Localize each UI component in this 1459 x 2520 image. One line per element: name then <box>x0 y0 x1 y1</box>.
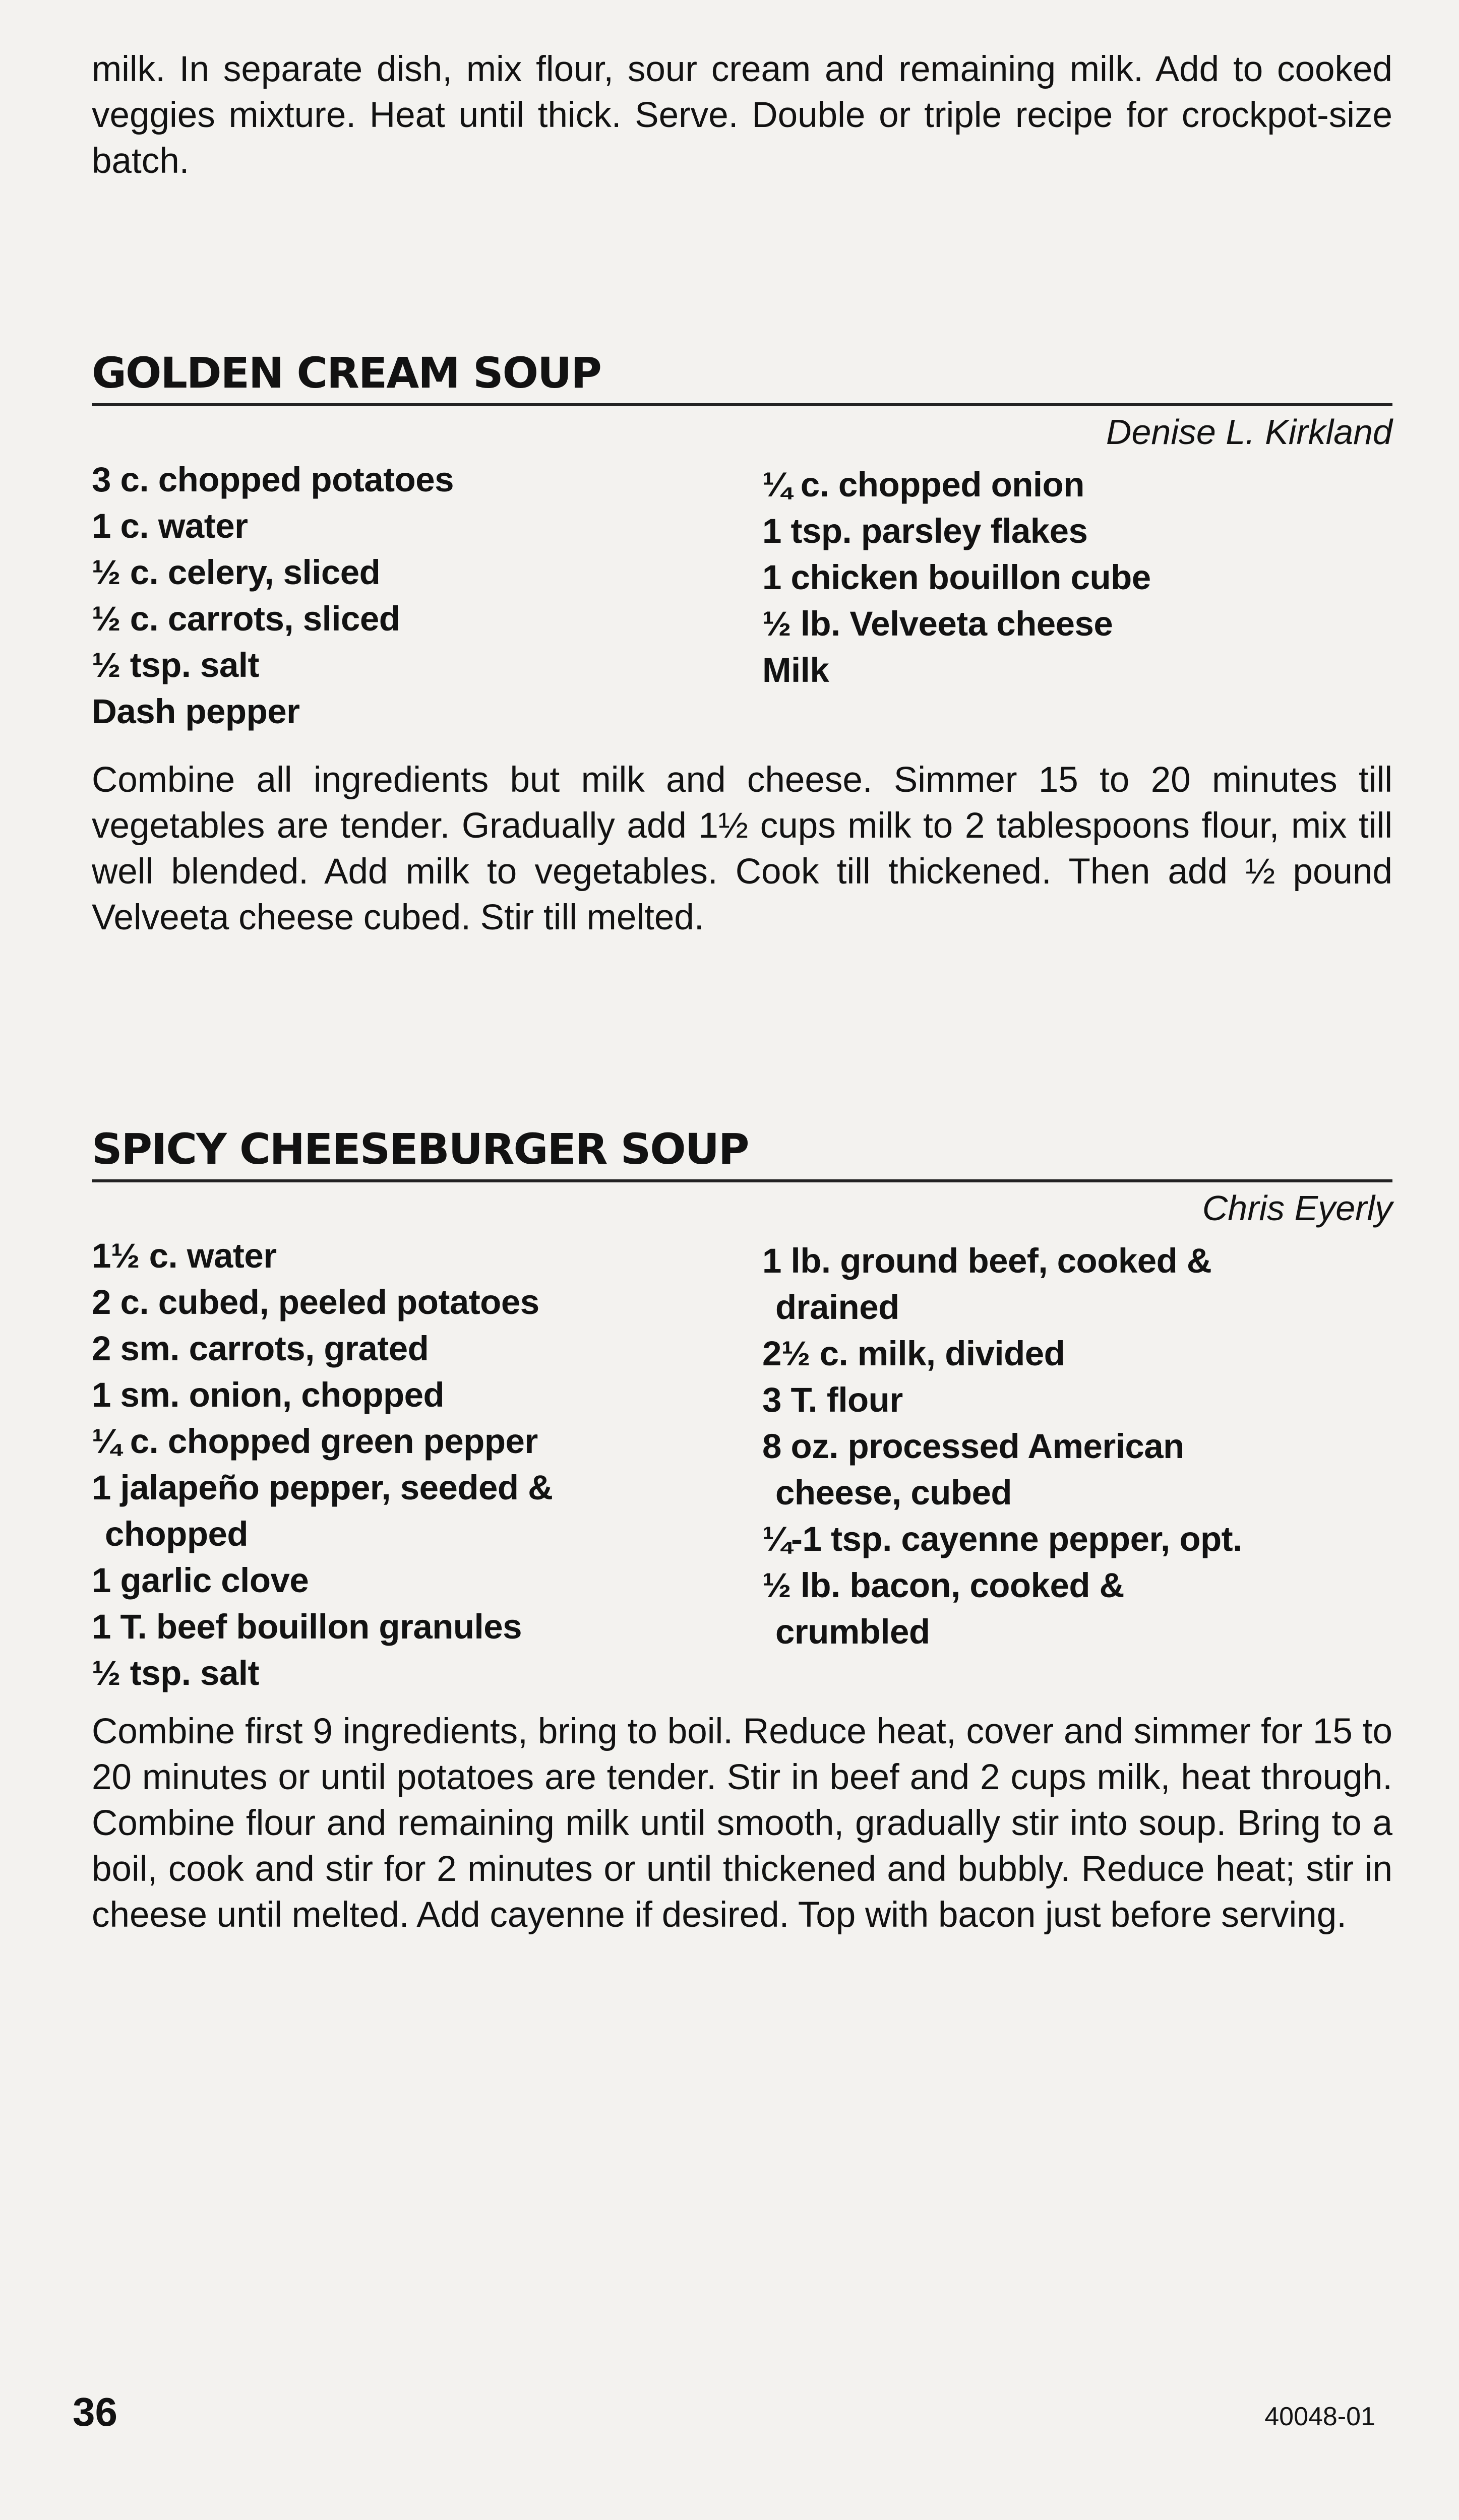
ingredients-list <box>92 457 1392 735</box>
ingredient-continuation: chopped <box>105 1515 248 1553</box>
recipe-author: Denise L. Kirkland <box>1106 412 1392 452</box>
intro-section <box>92 46 1392 184</box>
ingredient: Dash pepper <box>92 692 300 731</box>
ingredient: 1 lb. ground beef, cooked & <box>762 1241 1212 1280</box>
recipe-title: SPICY CHEESEBURGER SOUP <box>92 1124 1392 1182</box>
recipe-spicy-cheeseburger-soup <box>92 1124 1392 1938</box>
recipe-directions: Combine first 9 ingredients, bring to boil. Reduce heat, cover and simmer for 15 to 20 minutes or until potatoes are tender. Stir in beef and 2 cups milk, heat through. Combine flour and remaining milk until smooth, gradually stir into soup. Bring to a boil, cook and stir for 2 minutes or until thickened and bubbly. Reduce heat; stir in cheese until melted. Add cayenne if desired. Top with bacon just before serving. <box>92 1712 1392 1935</box>
ingredients-right-column <box>762 457 1392 735</box>
ingredient: 2 c. cubed, peeled potatoes <box>92 1283 539 1321</box>
recipe-title: GOLDEN CREAM SOUP <box>92 348 1392 406</box>
recipe-author: Chris Eyerly <box>1202 1188 1392 1228</box>
ingredient: 1 c. water <box>92 507 248 545</box>
ingredients-list <box>92 1233 1392 1696</box>
ingredient: ¼-1 tsp. cayenne pepper, opt. <box>762 1520 1242 1558</box>
ingredients-left-column <box>92 1233 762 1696</box>
ingredient-continuation: cheese, cubed <box>775 1473 1012 1512</box>
ingredient: 1 jalapeño pepper, seeded & <box>92 1468 553 1507</box>
ingredient-continuation: crumbled <box>775 1612 930 1651</box>
ingredient: ½ c. carrots, sliced <box>92 599 400 638</box>
ingredient: 3 c. chopped potatoes <box>92 460 454 499</box>
intro-paragraph: milk. In separate dish, mix flour, sour cream and remaining milk. Add to cooked veggies mixture. Heat until thick. Serve. Double or triple recipe for crockpot-size batch. <box>92 49 1392 181</box>
print-code: 40048-01 <box>1264 2402 1375 2431</box>
ingredient: ½ lb. bacon, cooked & <box>762 1566 1124 1605</box>
ingredient-continuation: drained <box>775 1288 899 1327</box>
ingredients-left-column <box>92 457 762 735</box>
ingredient: 1 garlic clove <box>92 1561 309 1600</box>
ingredient: 8 oz. processed American <box>762 1427 1184 1466</box>
ingredient: 2½ c. milk, divided <box>762 1334 1065 1373</box>
ingredient: ½ c. celery, sliced <box>92 553 381 592</box>
ingredient: 2 sm. carrots, grated <box>92 1329 429 1368</box>
ingredient: 1 T. beef bouillon granules <box>92 1607 522 1646</box>
ingredient: 1 sm. onion, chopped <box>92 1375 445 1414</box>
ingredient: ¼ c. chopped onion <box>762 465 1084 504</box>
ingredient: Milk <box>762 651 829 689</box>
recipe-golden-cream-soup <box>92 348 1392 940</box>
ingredient: 3 T. flour <box>762 1380 903 1419</box>
ingredient: 1 chicken bouillon cube <box>762 558 1151 597</box>
recipe-directions: Combine all ingredients but milk and cheese. Simmer 15 to 20 minutes till vegetables are tender. Gradually add 1½ cups milk to 2 tablespoons flour, mix till well blended. Add milk to vegetables. Cook till thickened. Then add ½ pound Velveeta cheese cubed. Stir till melted. <box>92 760 1392 937</box>
ingredient: ½ lb. Velveeta cheese <box>762 604 1113 643</box>
ingredient: 1½ c. water <box>92 1236 277 1275</box>
ingredient: ½ tsp. salt <box>92 646 259 684</box>
ingredient: ¼ c. chopped green pepper <box>92 1422 538 1461</box>
ingredient: 1 tsp. parsley flakes <box>762 512 1088 550</box>
ingredient: ½ tsp. salt <box>92 1654 259 1692</box>
page-number: 36 <box>73 2389 117 2434</box>
ingredients-right-column <box>762 1233 1392 1696</box>
